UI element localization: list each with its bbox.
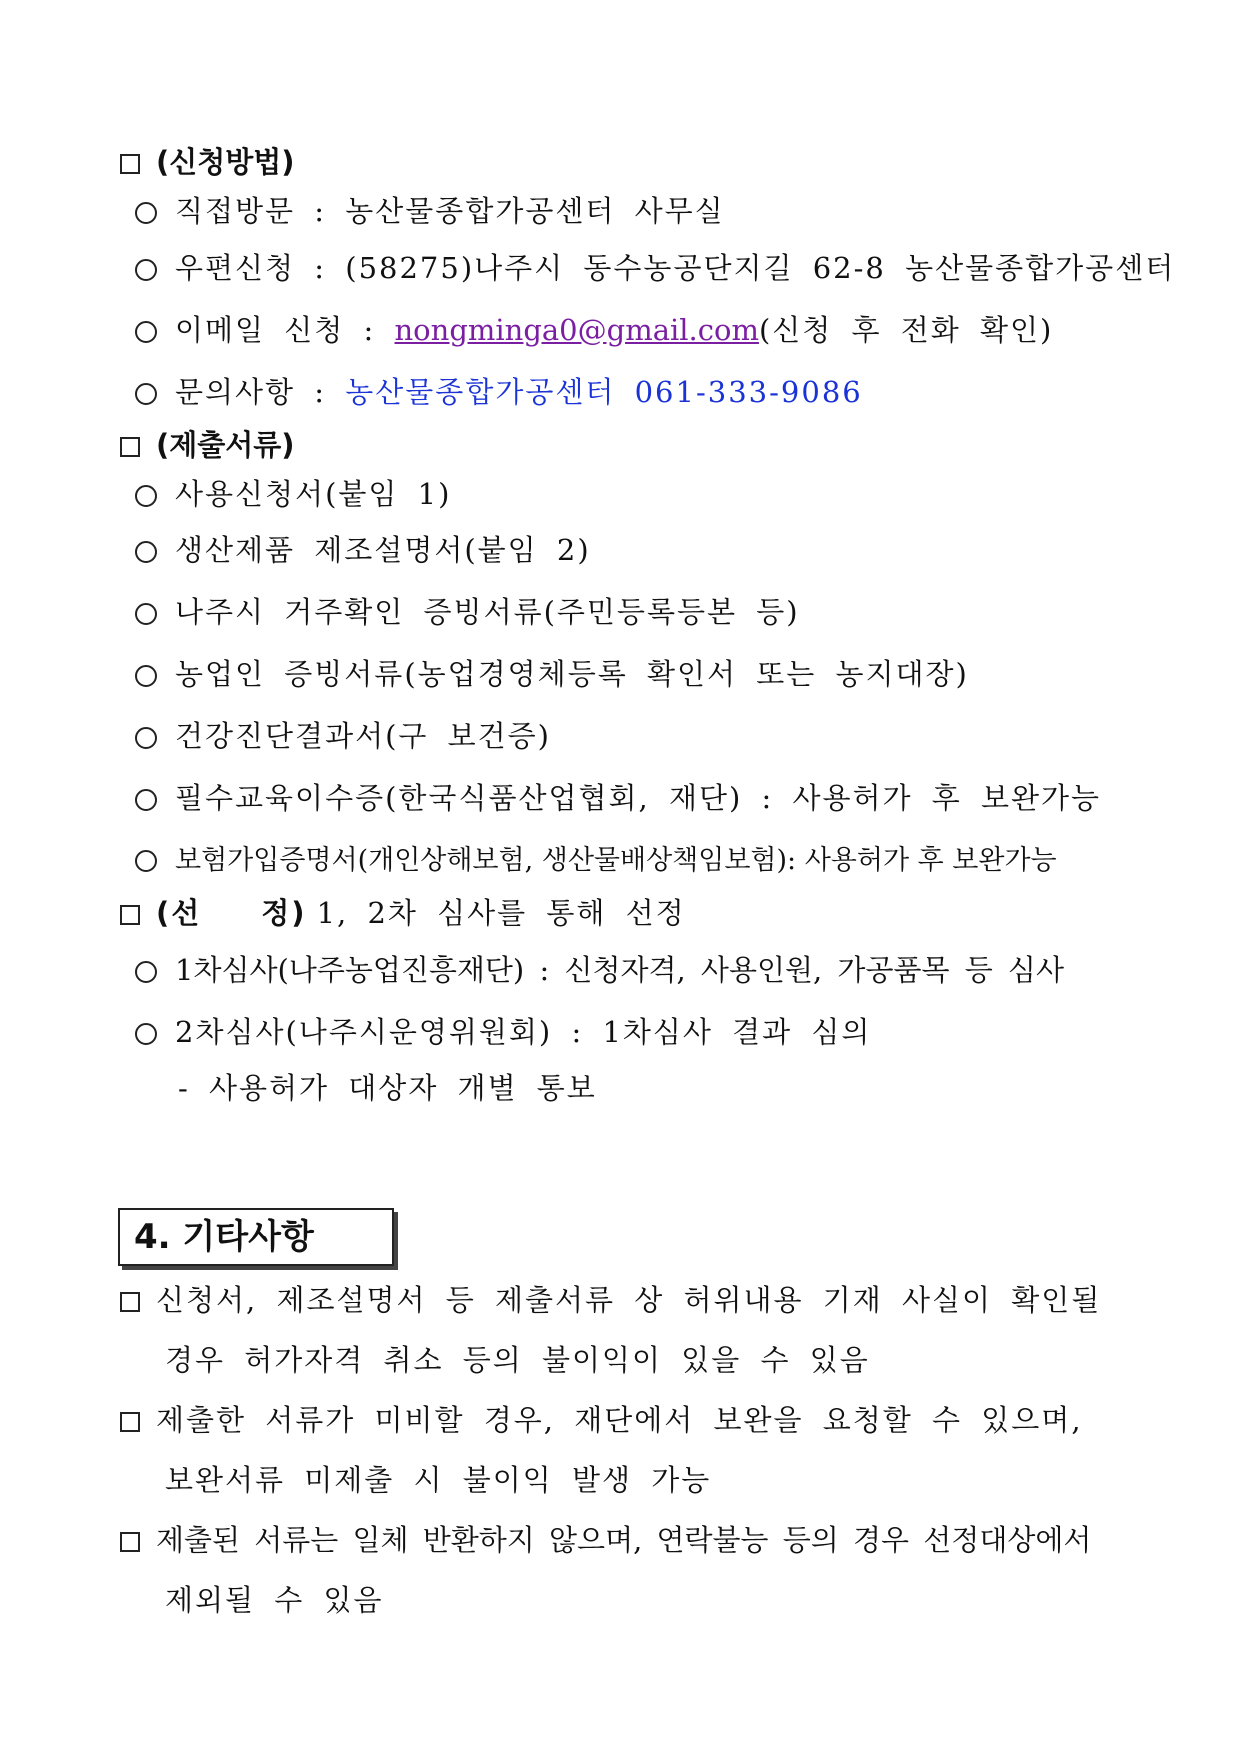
other-item-line1: 신청서, 제조설명서 등 제출서류 상 허위내용 기재 사실이 확인될 — [156, 1283, 1102, 1317]
list-item — [135, 843, 1057, 879]
section-method-header — [120, 144, 295, 180]
method-email-suffix: (신청 후 전화 확인) — [758, 313, 1054, 347]
circle-bullet-icon — [135, 202, 157, 224]
section-heading-other: 4. 기타사항 — [118, 1208, 394, 1266]
document-item-text: 생산제품 제조설명서(붙임 2) — [175, 533, 591, 567]
list-item — [135, 193, 725, 229]
other-item-line2: 제외될 수 있음 — [165, 1583, 384, 1617]
section-documents-title: (제출서류) — [156, 428, 295, 462]
checkbox-square-icon — [120, 154, 140, 174]
method-email-label: 이메일 신청 : — [175, 313, 395, 347]
checkbox-square-icon — [120, 905, 140, 925]
circle-bullet-icon — [135, 665, 157, 687]
document-item-text: 보험가입증명서(개인상해보험, 생산물배상책임보험): 사용허가 후 보완가능 — [175, 845, 1057, 876]
circle-bullet-icon — [135, 383, 157, 405]
method-contact-label: 문의사항 : — [175, 375, 346, 409]
circle-bullet-icon — [135, 727, 157, 749]
other-item — [120, 1522, 1091, 1558]
list-item — [135, 656, 969, 692]
method-mail-text: 우편신청 : (58275)나주시 동수농공단지길 62-8 농산물종합가공센터 — [175, 251, 1176, 285]
other-item-line1: 제출된 서류는 일체 반환하지 않으며, 연락불능 등의 경우 선정대상에서 — [156, 1523, 1092, 1557]
section-selection-title-b: 정) — [261, 896, 307, 930]
section-selection-desc: 1, 2차 심사를 통해 선정 — [316, 896, 686, 930]
list-item — [135, 952, 1064, 988]
list-item — [135, 532, 591, 568]
list-item — [135, 780, 1101, 816]
list-item — [135, 594, 800, 630]
circle-bullet-icon — [135, 485, 157, 507]
list-item — [135, 312, 1053, 348]
circle-bullet-icon — [135, 259, 157, 281]
document-item-text: 농업인 증빙서류(농업경영체등록 확인서 또는 농지대장) — [175, 657, 969, 691]
document-item-text: 나주시 거주확인 증빙서류(주민등록등본 등) — [175, 595, 800, 629]
section-documents-header — [120, 427, 295, 463]
document-item-text: 건강진단결과서(구 보건증) — [175, 719, 552, 753]
list-item — [135, 718, 551, 754]
other-item — [120, 1402, 1083, 1438]
circle-bullet-icon — [135, 603, 157, 625]
other-item-line2: 보완서류 미제출 시 불이익 발생 가능 — [165, 1463, 712, 1497]
email-link[interactable]: nongminga0@gmail.com — [394, 313, 759, 347]
contact-info: 농산물종합가공센터 061-333-9086 — [345, 375, 863, 409]
list-item — [135, 374, 863, 410]
selection-item-text: 1차심사(나주농업진흥재단) : 신청자격, 사용인원, 가공품목 등 심사 — [175, 953, 1064, 987]
checkbox-square-icon — [120, 1292, 140, 1312]
selection-item-text: 2차심사(나주시운영위원회) : 1차심사 결과 심의 — [175, 1015, 872, 1049]
section-method-title: (신청방법) — [156, 145, 295, 179]
list-item — [135, 250, 1175, 286]
other-item — [120, 1282, 1101, 1318]
circle-bullet-icon — [135, 321, 157, 343]
list-item — [135, 476, 451, 512]
circle-bullet-icon — [135, 789, 157, 811]
document-item-text: 필수교육이수증(한국식품산업협회, 재단) : 사용허가 후 보완가능 — [175, 781, 1102, 815]
section-selection-title-a: (선 — [156, 896, 202, 930]
circle-bullet-icon — [135, 1023, 157, 1045]
section-selection-header — [120, 895, 686, 931]
circle-bullet-icon — [135, 850, 157, 872]
other-item-line2: 경우 허가자격 취소 등의 불이익이 있을 수 있음 — [165, 1343, 870, 1377]
other-item-line1: 제출한 서류가 미비할 경우, 재단에서 보완을 요청할 수 있으며, — [156, 1403, 1083, 1437]
list-item — [135, 1014, 871, 1050]
circle-bullet-icon — [135, 541, 157, 563]
circle-bullet-icon — [135, 961, 157, 983]
document-item-text: 사용신청서(붙임 1) — [175, 477, 452, 511]
checkbox-square-icon — [120, 437, 140, 457]
checkbox-square-icon — [120, 1532, 140, 1552]
method-visit-text: 직접방문 : 농산물종합가공센터 사무실 — [175, 194, 725, 228]
selection-note: - 사용허가 대상자 개별 통보 — [178, 1071, 597, 1105]
checkbox-square-icon — [120, 1412, 140, 1432]
